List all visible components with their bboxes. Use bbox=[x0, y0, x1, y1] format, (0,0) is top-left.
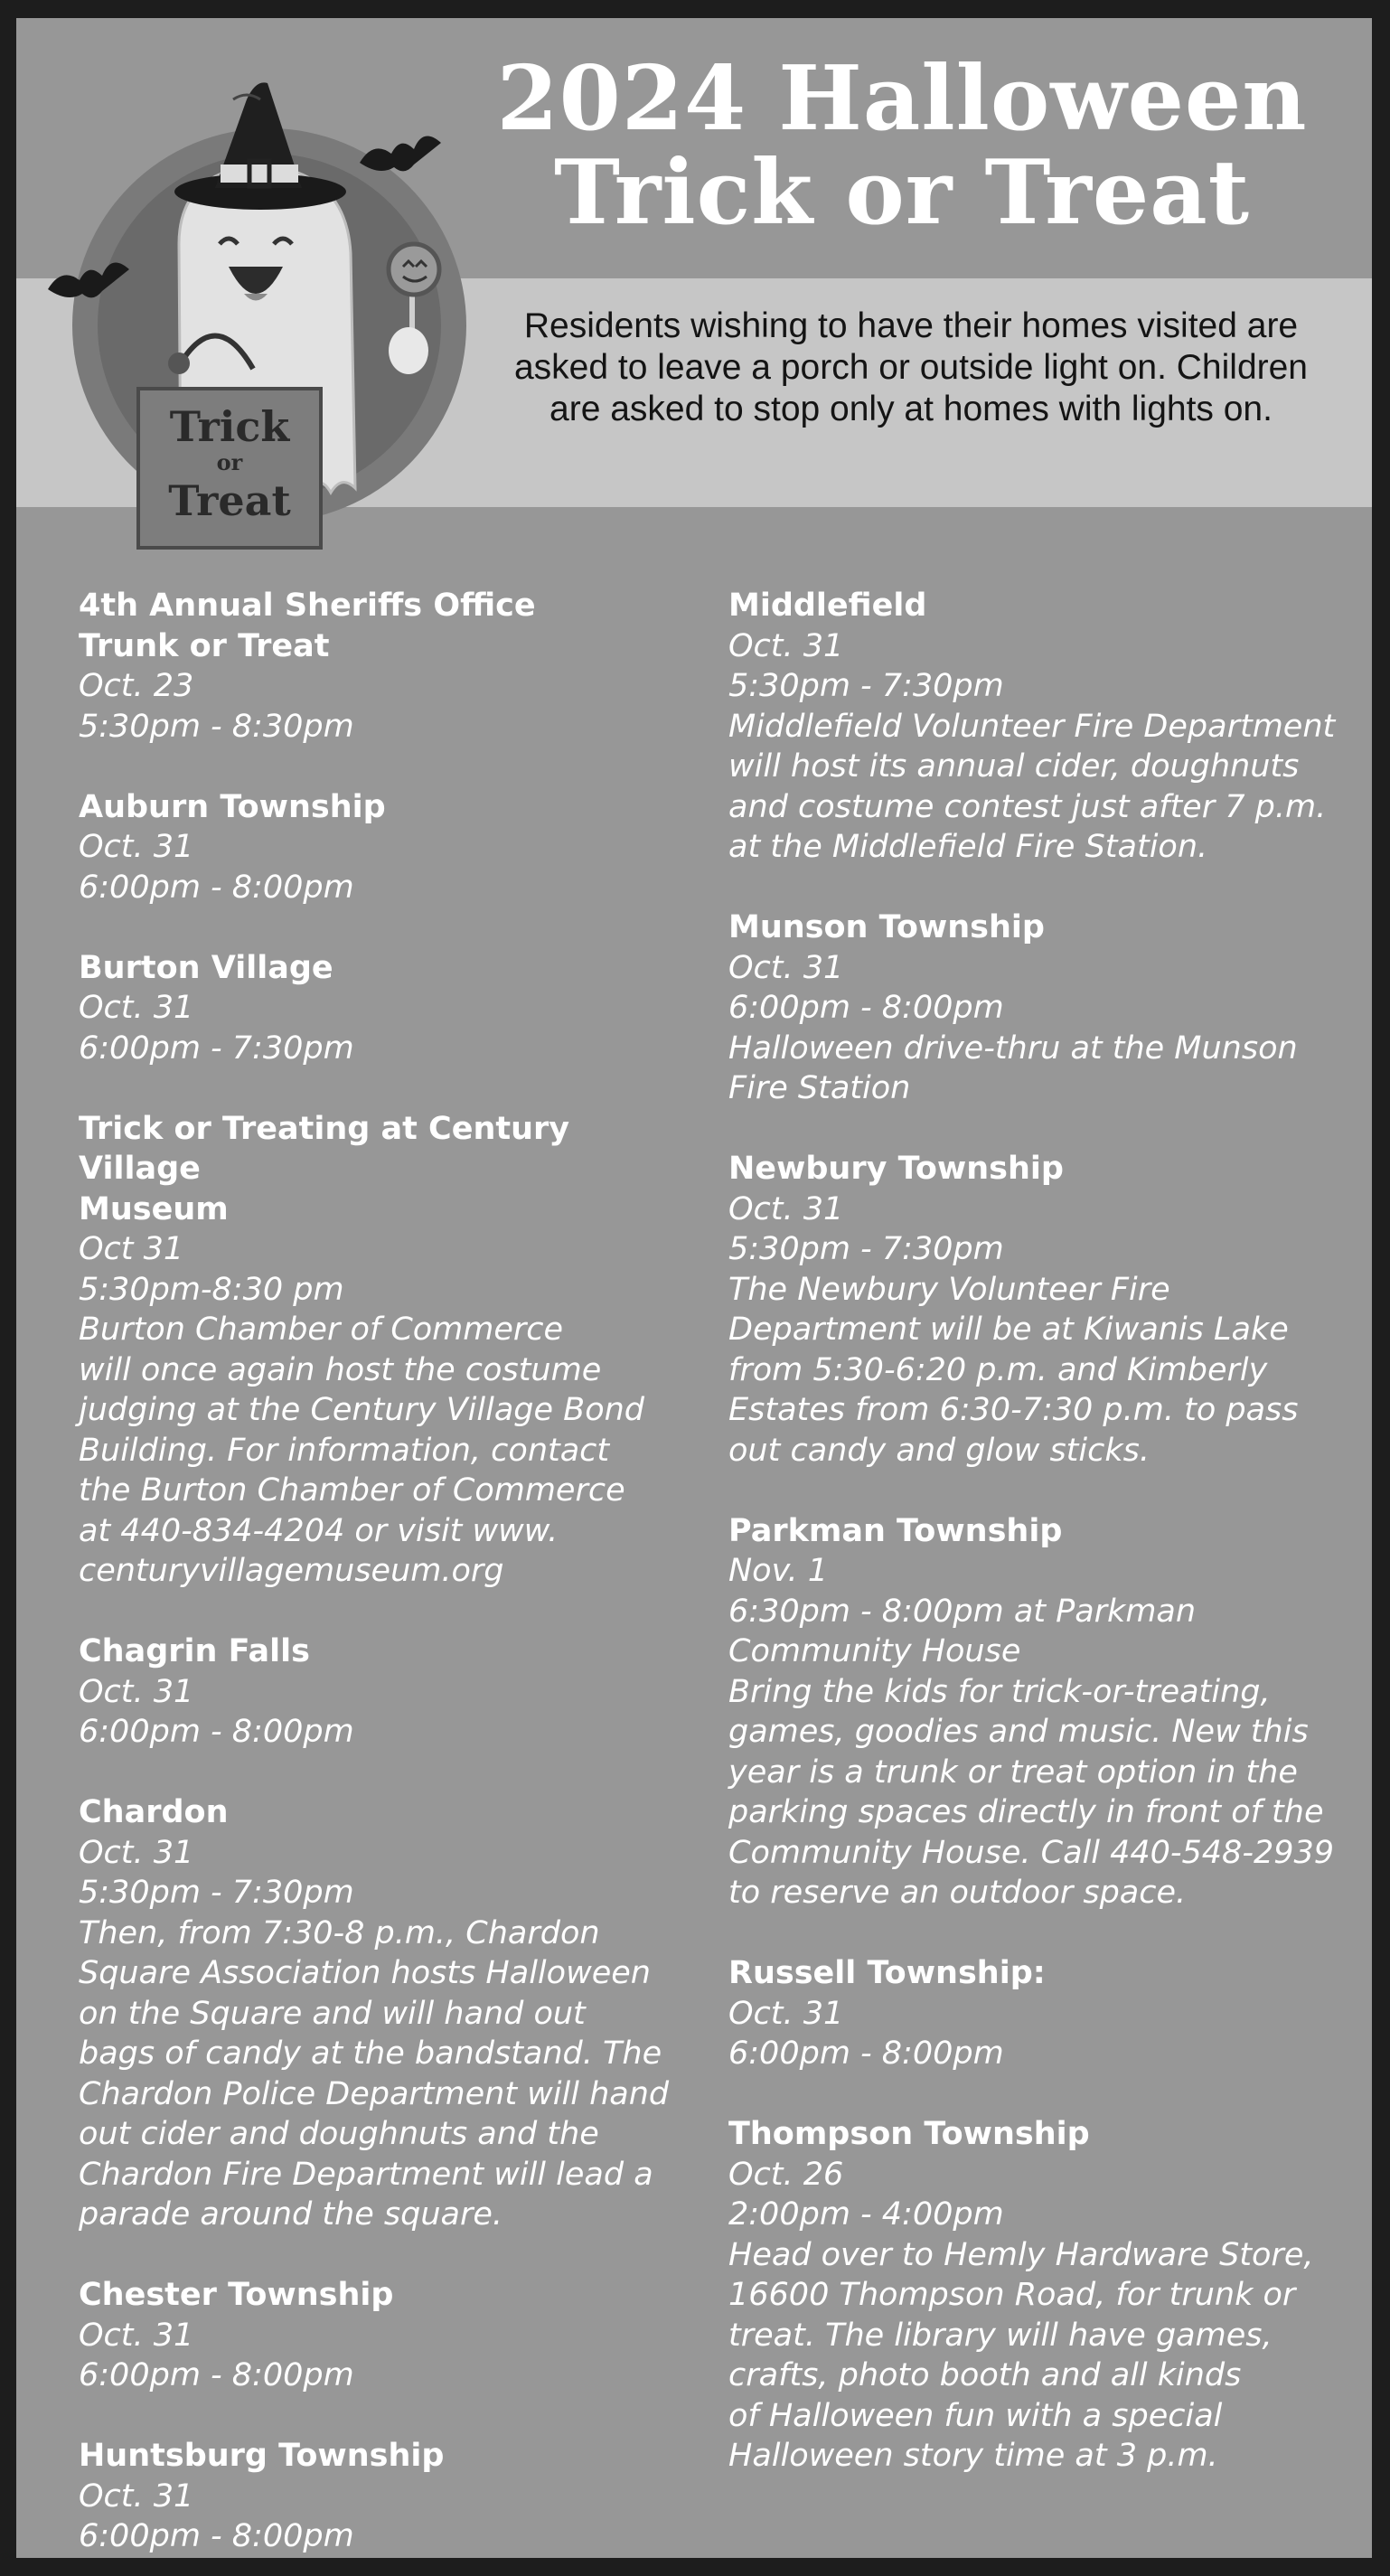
entry-detail: out cider and doughnuts and the bbox=[79, 2116, 599, 2152]
entry-time: 6:00pm - 7:30pm bbox=[79, 1029, 354, 1067]
entry-time: 6:00pm - 8:00pm bbox=[728, 990, 1004, 1026]
bat-right bbox=[360, 136, 441, 171]
title-line-1: 2024 Halloween bbox=[496, 47, 1308, 151]
entry-time: 6:30pm - 8:00pm at Parkman bbox=[728, 1593, 1197, 1630]
entry-time: 6:00pm - 8:00pm bbox=[79, 869, 354, 906]
schedule-entry bbox=[79, 2436, 693, 2557]
entry-date: Oct. 31 bbox=[79, 990, 194, 1026]
schedule-entry bbox=[728, 907, 1352, 1109]
entry-date: Oct. 31 bbox=[79, 1673, 194, 1710]
hat-band bbox=[221, 165, 298, 183]
entry-time: 6:00pm - 8:00pm bbox=[728, 2035, 1004, 2072]
entry-detail: year is a trunk or treat option in the bbox=[728, 1753, 1298, 1791]
page-title bbox=[441, 47, 1363, 245]
entry-date: Oct. 31 bbox=[728, 949, 844, 986]
schedule-entry bbox=[728, 2114, 1352, 2477]
title-line-2: Trick or Treat bbox=[553, 141, 1250, 245]
entry-name: Newbury Township bbox=[728, 1151, 1064, 1187]
entry-time: 6:00pm - 8:00pm bbox=[79, 2518, 354, 2554]
entry-detail: crafts, photo booth and all kinds bbox=[728, 2357, 1242, 2393]
schedule-entry bbox=[79, 1792, 693, 2235]
flyer-panel bbox=[16, 18, 1372, 2558]
entry-time: 5:30pm - 7:30pm bbox=[728, 668, 1004, 704]
entry-detail: out candy and glow sticks. bbox=[728, 1432, 1151, 1469]
entry-name: Trunk or Treat bbox=[79, 627, 330, 664]
entry-detail: Estates from 6:30-7:30 p.m. to pass bbox=[728, 1392, 1299, 1428]
entry-detail: 16600 Thompson Road, for trunk or bbox=[728, 2277, 1296, 2313]
entry-detail: Building. For information, contact bbox=[79, 1432, 610, 1469]
entry-detail: parking spaces directly in front of the bbox=[728, 1794, 1324, 1830]
entry-time: 5:30pm - 8:30pm bbox=[79, 708, 354, 745]
entry-name: Chardon bbox=[79, 1794, 229, 1830]
entry-name: Huntsburg Township bbox=[79, 2438, 445, 2474]
candy bbox=[168, 353, 190, 374]
ghost-witch-illustration bbox=[43, 63, 477, 569]
entry-detail: Department will be at Kiwanis Lake bbox=[728, 1312, 1289, 1348]
entry-detail: games, goodies and music. New this bbox=[728, 1714, 1309, 1750]
schedule-entry bbox=[728, 586, 1352, 868]
entry-detail: Middlefield Volunteer Fire Department bbox=[728, 708, 1336, 745]
entry-time: 2:00pm - 4:00pm bbox=[728, 2196, 1004, 2233]
entry-detail: the Burton Chamber of Commerce bbox=[79, 1472, 625, 1509]
schedule-entry bbox=[79, 948, 693, 1069]
schedule-entry bbox=[79, 2275, 693, 2396]
entry-detail: and costume contest just after 7 p.m. bbox=[728, 788, 1327, 825]
entry-detail: judging at the Century Village Bond bbox=[79, 1392, 645, 1428]
intro-text: Residents wishing to have their homes visited are asked to leave a porch or outside light on. Children are asked to stop only at homes with lights on. bbox=[513, 306, 1309, 428]
right-schedule-column bbox=[728, 586, 1352, 2516]
entry-date: Oct. 23 bbox=[79, 668, 194, 704]
entry-detail: at 440-834-4204 or visit www. bbox=[79, 1512, 559, 1549]
schedule-entry bbox=[79, 787, 693, 908]
schedule-entry bbox=[728, 1149, 1352, 1471]
entry-date: Oct. 31 bbox=[728, 1190, 844, 1227]
entry-date: Oct. 31 bbox=[79, 829, 194, 865]
entry-detail: to reserve an outdoor space. bbox=[728, 1875, 1187, 1911]
entry-detail: will host its annual cider, doughnuts bbox=[728, 748, 1300, 785]
entry-detail: Chardon Police Department will hand bbox=[79, 2075, 670, 2112]
entry-detail: at the Middlefield Fire Station. bbox=[728, 829, 1208, 865]
schedule-entry bbox=[79, 1631, 693, 1753]
entry-date: Oct. 26 bbox=[728, 2156, 844, 2193]
schedule-entry bbox=[79, 586, 693, 747]
bag-text-or: or bbox=[216, 449, 243, 475]
entry-time: 6:00pm - 8:00pm bbox=[79, 1714, 354, 1750]
entry-detail: treat. The library will have games, bbox=[728, 2317, 1273, 2354]
entry-detail: The Newbury Volunteer Fire bbox=[728, 1271, 1170, 1308]
entry-detail: Chardon Fire Department will lead a bbox=[79, 2156, 653, 2193]
entry-name: Auburn Township bbox=[79, 788, 386, 825]
entry-detail: bags of candy at the bandstand. The bbox=[79, 2035, 662, 2072]
entry-detail: of Halloween fun with a special bbox=[728, 2397, 1223, 2434]
entry-detail: parade around the square. bbox=[79, 2196, 503, 2233]
entry-name: Middlefield bbox=[728, 588, 927, 624]
entry-date: Oct. 31 bbox=[79, 1834, 194, 1871]
entry-detail: Then, from 7:30-8 p.m., Chardon bbox=[79, 1914, 600, 1951]
entry-detail: Square Association hosts Halloween bbox=[79, 1955, 651, 1991]
entry-detail: Halloween drive-thru at the Munson bbox=[728, 1029, 1298, 1067]
bag-text-treat: Treat bbox=[168, 476, 291, 525]
entry-detail: Community House bbox=[728, 1633, 1021, 1669]
entry-date: Nov. 1 bbox=[728, 1553, 828, 1589]
entry-time: 5:30pm - 7:30pm bbox=[728, 1231, 1004, 1267]
entry-detail: Burton Chamber of Commerce bbox=[79, 1312, 564, 1348]
entry-name: Trick or Treating at Century Village bbox=[79, 1110, 570, 1187]
left-schedule-column bbox=[79, 586, 693, 2558]
entry-name: Burton Village bbox=[79, 949, 333, 986]
entry-detail: Community House. Call 440-548-2939 bbox=[728, 1834, 1335, 1871]
entry-date: Oct. 31 bbox=[79, 2317, 194, 2354]
entry-detail: centuryvillagemuseum.org bbox=[79, 1553, 504, 1589]
entry-name: 4th Annual Sheriffs Office bbox=[79, 588, 536, 624]
entry-detail: Head over to Hemly Hardware Store, bbox=[728, 2236, 1314, 2273]
entry-date: Oct. 31 bbox=[728, 1995, 844, 2032]
entry-name: Chagrin Falls bbox=[79, 1633, 310, 1669]
schedule-entry bbox=[79, 1109, 693, 1592]
entry-name: Chester Township bbox=[79, 2277, 394, 2313]
entry-name: Parkman Township bbox=[728, 1512, 1063, 1549]
entry-date: Oct 31 bbox=[79, 1231, 184, 1267]
bag-text-trick: Trick bbox=[169, 402, 290, 451]
entry-name: Munson Township bbox=[728, 909, 1045, 945]
entry-name: Museum bbox=[79, 1190, 229, 1227]
entry-time: 5:30pm - 7:30pm bbox=[79, 1875, 354, 1911]
entry-name: Russell Township: bbox=[728, 1955, 1046, 1991]
entry-date: Oct. 31 bbox=[79, 2477, 194, 2515]
entry-name: Thompson Township bbox=[728, 2116, 1090, 2152]
entry-detail: Fire Station bbox=[728, 1070, 911, 1106]
entry-detail: on the Square and will hand out bbox=[79, 1995, 586, 2032]
schedule-entry bbox=[728, 1511, 1352, 1913]
entry-detail: from 5:30-6:20 p.m. and Kimberly bbox=[728, 1351, 1268, 1388]
lollipop-candy bbox=[389, 244, 439, 295]
entry-date: Oct. 31 bbox=[728, 627, 844, 664]
entry-detail: will once again host the costume bbox=[79, 1351, 602, 1388]
entry-detail: Bring the kids for trick-or-treating, bbox=[728, 1673, 1271, 1710]
schedule-entry bbox=[728, 1953, 1352, 2074]
ghost-hand-right bbox=[389, 327, 428, 374]
entry-detail: Halloween story time at 3 p.m. bbox=[728, 2438, 1218, 2474]
entry-time: 5:30pm-8:30 pm bbox=[79, 1271, 344, 1308]
entry-time: 6:00pm - 8:00pm bbox=[79, 2357, 354, 2393]
